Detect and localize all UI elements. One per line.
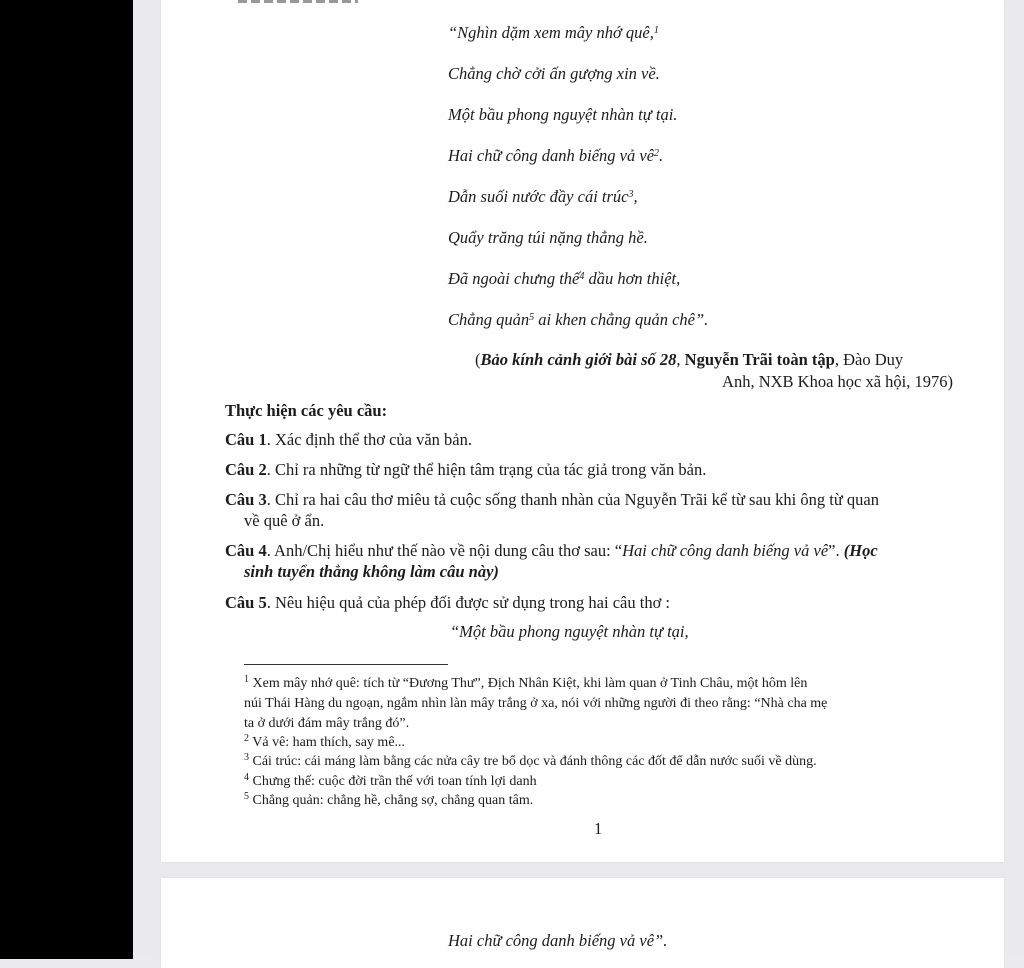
question-4-label: Câu 4 — [225, 541, 267, 560]
poem-line-8: Chẳng quản$^5$ ai khen chẳng quản chê”. — [448, 310, 709, 329]
citation-line-1: (Bảo kính cảnh giới bài số 28, Nguyễn Trãi toàn tập, Đào Duy — [475, 350, 904, 369]
citation-work: Bảo kính cảnh giới bài số 28 — [480, 350, 677, 369]
footnote-ref-5[interactable]: 5 — [529, 312, 535, 323]
poem-line-3: Một bầu phong nguyệt nhàn tự tại. — [448, 105, 678, 124]
footnote-5: $^5$ Chẳng quản: chẳng hề, chẳng sợ, chẳng quan tâm. — [244, 791, 534, 808]
question-2-label: Câu 2 — [225, 460, 267, 479]
cropped-top-text — [238, 0, 358, 3]
question-3: Câu 3. Chỉ ra hai câu thơ miêu tả cuộc sống thanh nhàn của Nguyễn Trãi kể từ sau khi ông từ quan — [225, 490, 879, 509]
question-4-note: sinh tuyển thẳng không làm câu này) — [244, 562, 499, 581]
footnote-1: $^1$ Xem mây nhớ quê: tích từ “Đương Thư”, Địch Nhân Kiệt, khi làm quan ở Tinh Châu, một hôm lên — [244, 674, 808, 691]
question-1: Câu 1. Xác định thể thơ của văn bản. — [225, 430, 473, 449]
question-3-label: Câu 3 — [225, 490, 267, 509]
footnote-1-line-2: núi Thái Hàng du ngoạn, ngắm nhìn làn mây trắng ở xa, nói với những người đi theo rằng: “Nhà cha mẹ — [244, 696, 828, 711]
poem-line-5: Dẫn suối nước đầy cái trúc$^3$, — [448, 187, 638, 206]
question-5: Câu 5. Nêu hiệu quả của phép đối được sử dụng trong hai câu thơ : — [225, 593, 671, 612]
footnote-4: $^4$ Chưng thế: cuộc đời trần thế với toan tính lợi danh — [244, 772, 537, 789]
citation-book: Nguyễn Trãi toàn tập — [684, 350, 835, 369]
footnote-ref-3[interactable]: 3 — [628, 189, 634, 200]
footnote-separator — [244, 664, 448, 665]
document-page-2[interactable] — [161, 878, 1004, 968]
question-3-continued: về quê ở ẩn. — [244, 511, 325, 530]
question-5-label: Câu 5 — [225, 593, 267, 612]
footnote-ref-1[interactable]: 1 — [653, 25, 659, 36]
citation-line-2: Anh, NXB Khoa học xã hội, 1976) — [722, 372, 953, 391]
next-page-poem-line: Hai chữ công danh biếng vả vê”. — [448, 931, 668, 950]
poem-line-4: Hai chữ công danh biếng vả $vê^2$. — [448, 146, 664, 165]
poem-line-6: Quẩy trăng túi nặng thẳng hề. — [448, 228, 648, 247]
footnote-3: $^3$ Cái trúc: cái máng làm bằng các nửa cây tre bổ dọc và đánh thông các đốt để dẫn nước suối về dùng. — [244, 752, 817, 769]
question-1-label: Câu 1 — [225, 430, 267, 449]
page-number: 1 — [594, 819, 603, 838]
question-5-quote: “Một bầu phong nguyệt nhàn tự tại, — [450, 622, 689, 641]
left-black-margin — [0, 0, 133, 959]
poem-line-2: Chẳng chờ cởi ấn gượng xin về. — [448, 64, 660, 83]
footnote-ref-2[interactable]: 2 — [654, 148, 660, 159]
footnote-ref-4[interactable]: 4 — [579, 271, 585, 282]
poem-line-7: Đã ngoài chưng thế$^4$ dầu hơn thiệt, — [448, 269, 681, 288]
question-2: Câu 2. Chỉ ra những từ ngữ thể hiện tâm trạng của tác giả trong văn bản. — [225, 460, 707, 479]
poem-line-1: “Nghìn dặm xem mây nhớ quê,$^1$ — [448, 23, 659, 42]
footnote-1-line-3: ta ở dưới đám mây trắng đó”. — [244, 716, 410, 731]
section-heading: Thực hiện các yêu cầu: — [225, 401, 388, 420]
footnote-2: $^2$ Vả vê: ham thích, say mê... — [244, 733, 406, 750]
question-4: Câu 4. Anh/Chị hiểu như thế nào về nội dung câu thơ sau: “Hai chữ công danh biếng vả vê”. (Học — [225, 541, 878, 560]
